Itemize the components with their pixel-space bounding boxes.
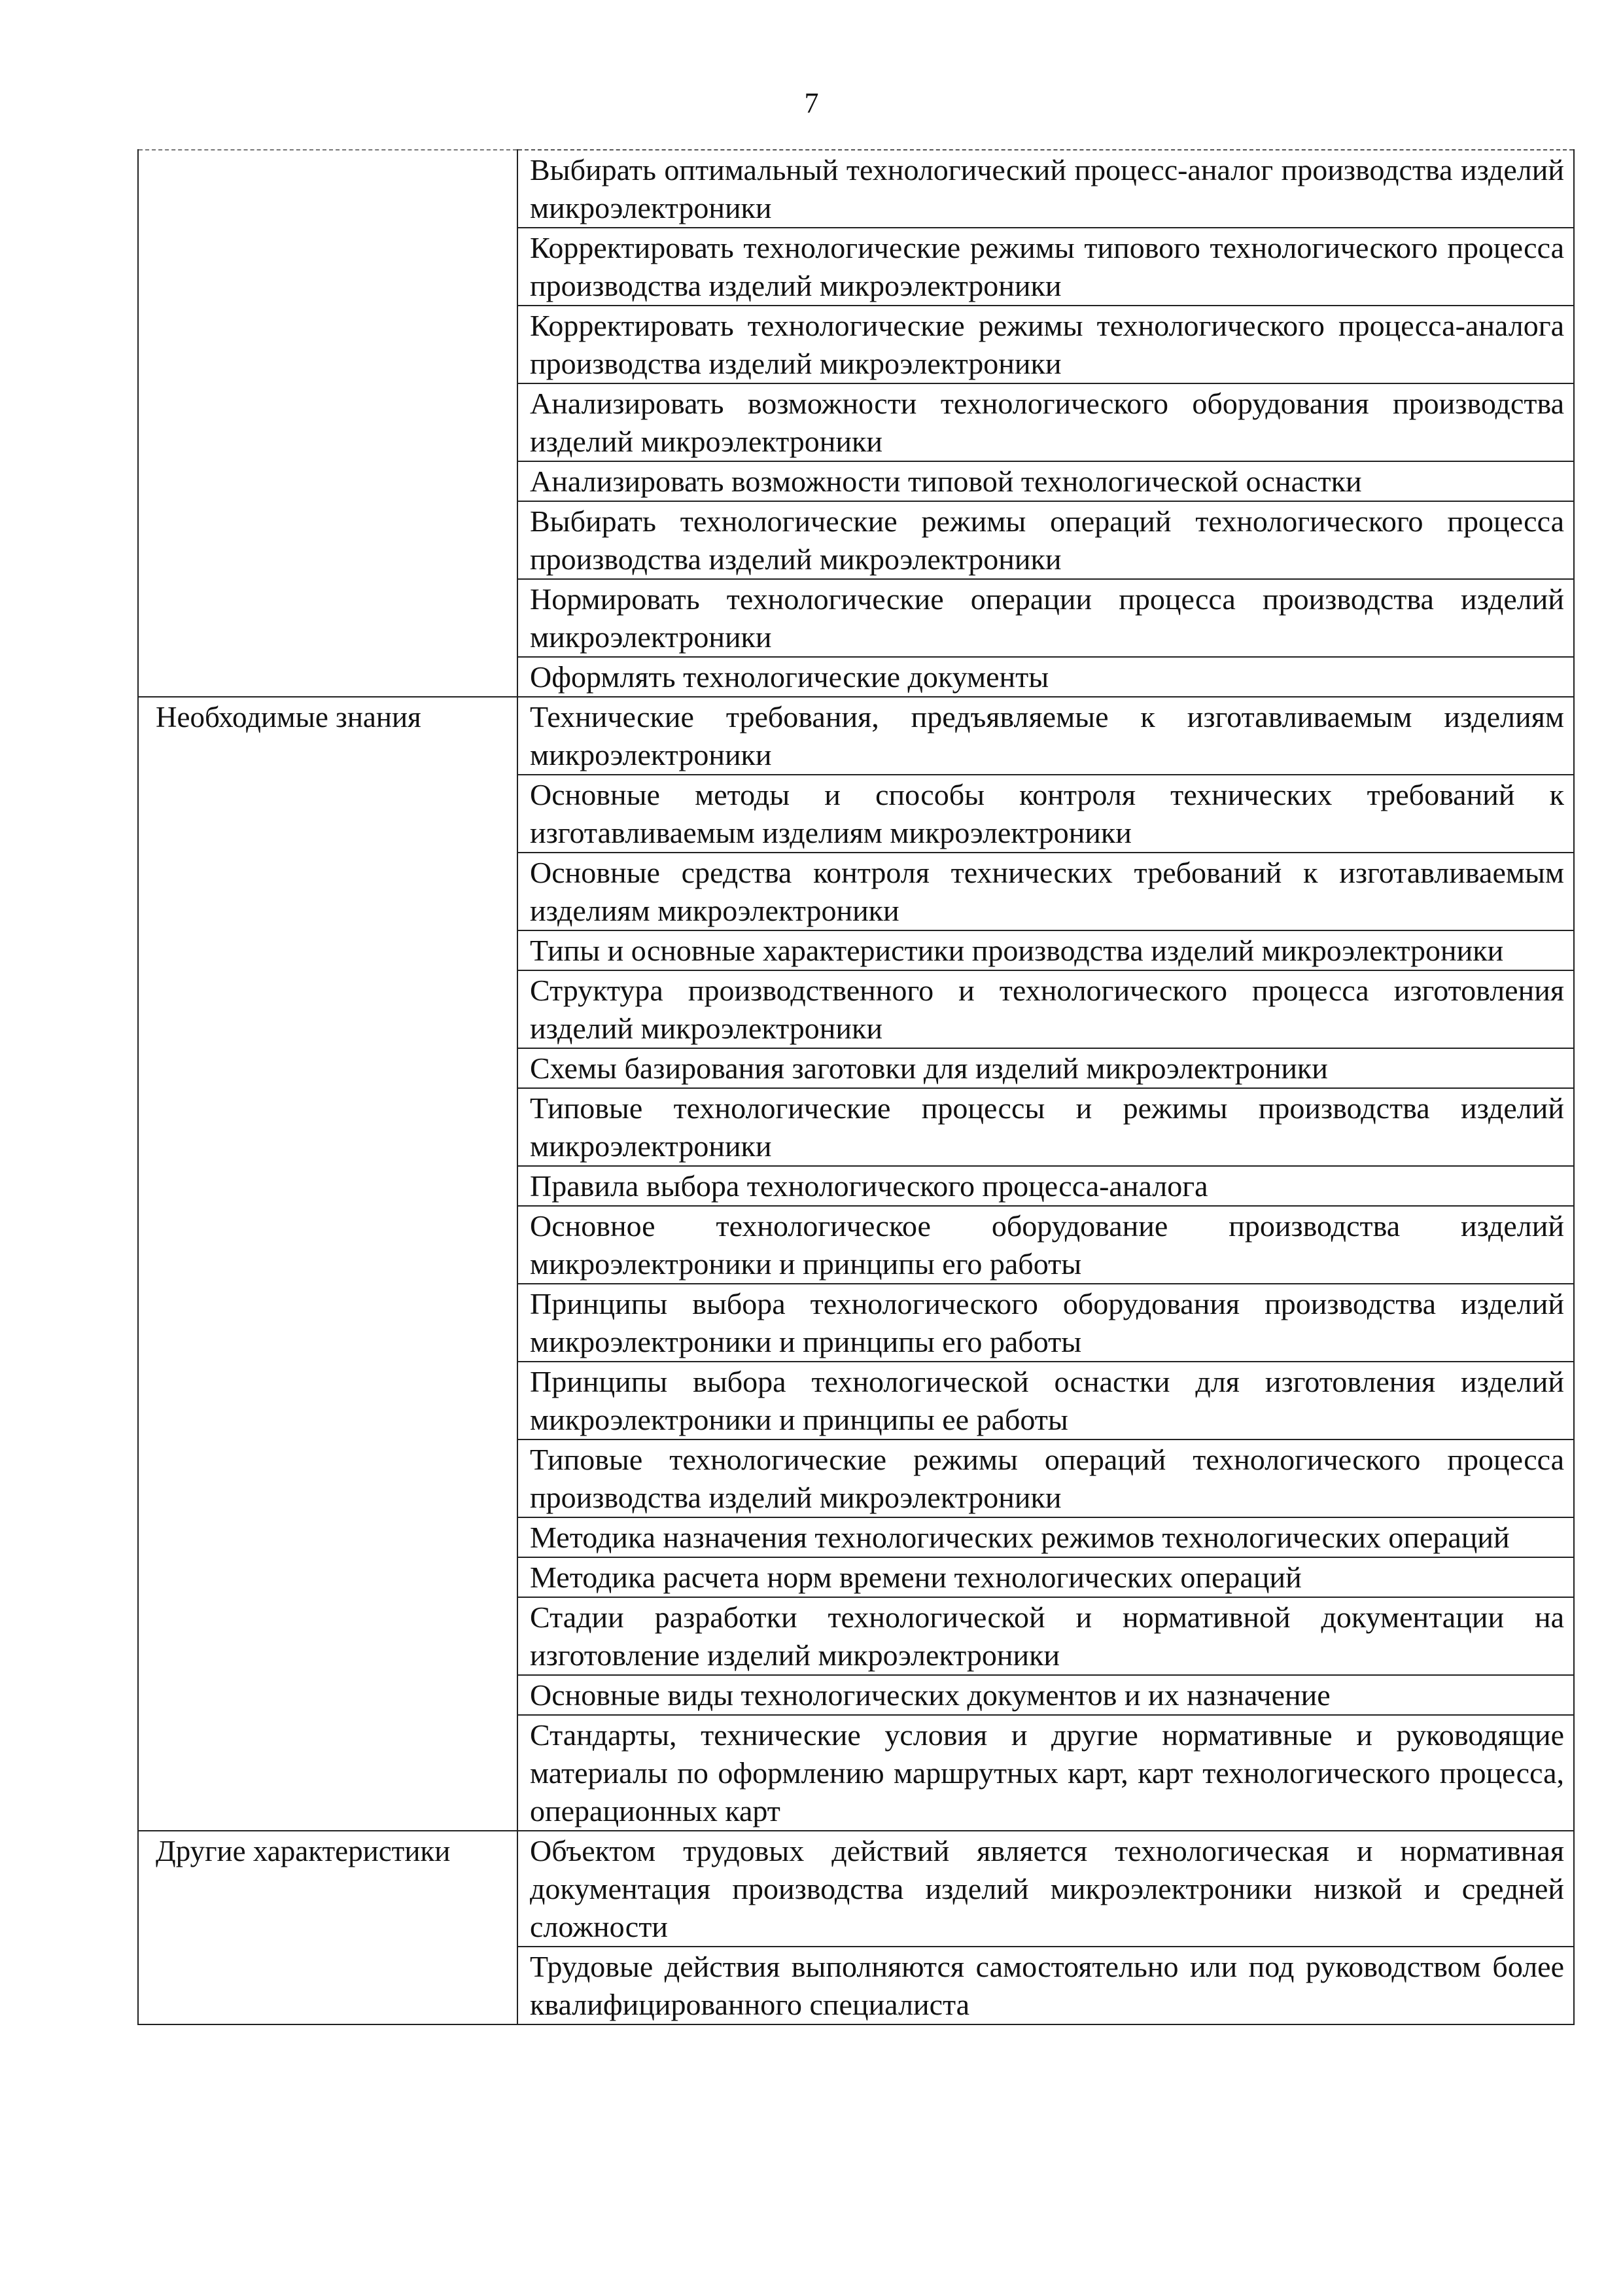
requirement-item: Методика назначения технологических режимов технологических операций xyxy=(517,1517,1574,1557)
requirement-item: Структура производственного и технологического процесса изготовления изделий микроэлектроники xyxy=(517,970,1574,1048)
requirement-item: Стадии разработки технологической и нормативной документации на изготовление изделий микроэлектроники xyxy=(517,1597,1574,1675)
requirements-table-body xyxy=(138,150,1574,2024)
group-label-2: Необходимые знания xyxy=(138,697,517,1831)
requirement-item: Типы и основные характеристики производства изделий микроэлектроники xyxy=(517,930,1574,970)
table-row xyxy=(138,1831,1574,1947)
requirement-item: Оформлять технологические документы xyxy=(517,657,1574,697)
requirement-item: Корректировать технологические режимы типового технологического процесса производства изделий микроэлектроники xyxy=(517,228,1574,306)
requirement-item: Типовые технологические процессы и режимы производства изделий микроэлектроники xyxy=(517,1088,1574,1166)
requirement-item: Схемы базирования заготовки для изделий микроэлектроники xyxy=(517,1048,1574,1088)
requirement-item: Стандарты, технические условия и другие нормативные и руководящие материалы по оформлению маршрутных карт, карт технологического процесса, операционных карт xyxy=(517,1715,1574,1831)
requirement-item: Основные виды технологических документов и их назначение xyxy=(517,1675,1574,1715)
requirement-item: Основные методы и способы контроля технических требований к изготавливаемым изделиям микроэлектроники xyxy=(517,775,1574,853)
requirement-item: Выбирать оптимальный технологический процесс-аналог производства изделий микроэлектроники xyxy=(517,150,1574,228)
requirement-item: Объектом трудовых действий является технологическая и нормативная документация производства изделий микроэлектроники низкой и средней сложности xyxy=(517,1831,1574,1947)
requirement-item: Выбирать технологические режимы операций технологического процесса производства изделий микроэлектроники xyxy=(517,501,1574,579)
requirement-item: Основное технологическое оборудование производства изделий микроэлектроники и принципы его работы xyxy=(517,1206,1574,1284)
requirements-table xyxy=(137,149,1575,2025)
requirement-item: Принципы выбора технологического оборудования производства изделий микроэлектроники и принципы его работы xyxy=(517,1284,1574,1362)
requirement-item: Принципы выбора технологической оснастки для изготовления изделий микроэлектроники и принципы ее работы xyxy=(517,1362,1574,1439)
requirement-item: Нормировать технологические операции процесса производства изделий микроэлектроники xyxy=(517,579,1574,657)
requirement-item: Анализировать возможности технологического оборудования производства изделий микроэлектроники xyxy=(517,383,1574,461)
requirement-item: Технические требования, предъявляемые к изготавливаемым изделиям микроэлектроники xyxy=(517,697,1574,775)
requirement-item: Правила выбора технологического процесса-аналога xyxy=(517,1166,1574,1206)
requirement-item: Типовые технологические режимы операций технологического процесса производства изделий микроэлектроники xyxy=(517,1439,1574,1517)
group-label-1 xyxy=(138,150,517,697)
group-label-3: Другие характеристики xyxy=(138,1831,517,2024)
requirement-item: Трудовые действия выполняются самостоятельно или под руководством более квалифицированного специалиста xyxy=(517,1947,1574,2024)
requirement-item: Анализировать возможности типовой технологической оснастки xyxy=(517,461,1574,501)
table-row xyxy=(138,697,1574,775)
table-row xyxy=(138,150,1574,228)
requirement-item: Методика расчета норм времени технологических операций xyxy=(517,1557,1574,1597)
requirement-item: Корректировать технологические режимы технологического процесса-аналога производства изделий микроэлектроники xyxy=(517,306,1574,383)
requirement-item: Основные средства контроля технических требований к изготавливаемым изделиям микроэлектроники xyxy=(517,853,1574,930)
page-number: 7 xyxy=(804,87,819,119)
